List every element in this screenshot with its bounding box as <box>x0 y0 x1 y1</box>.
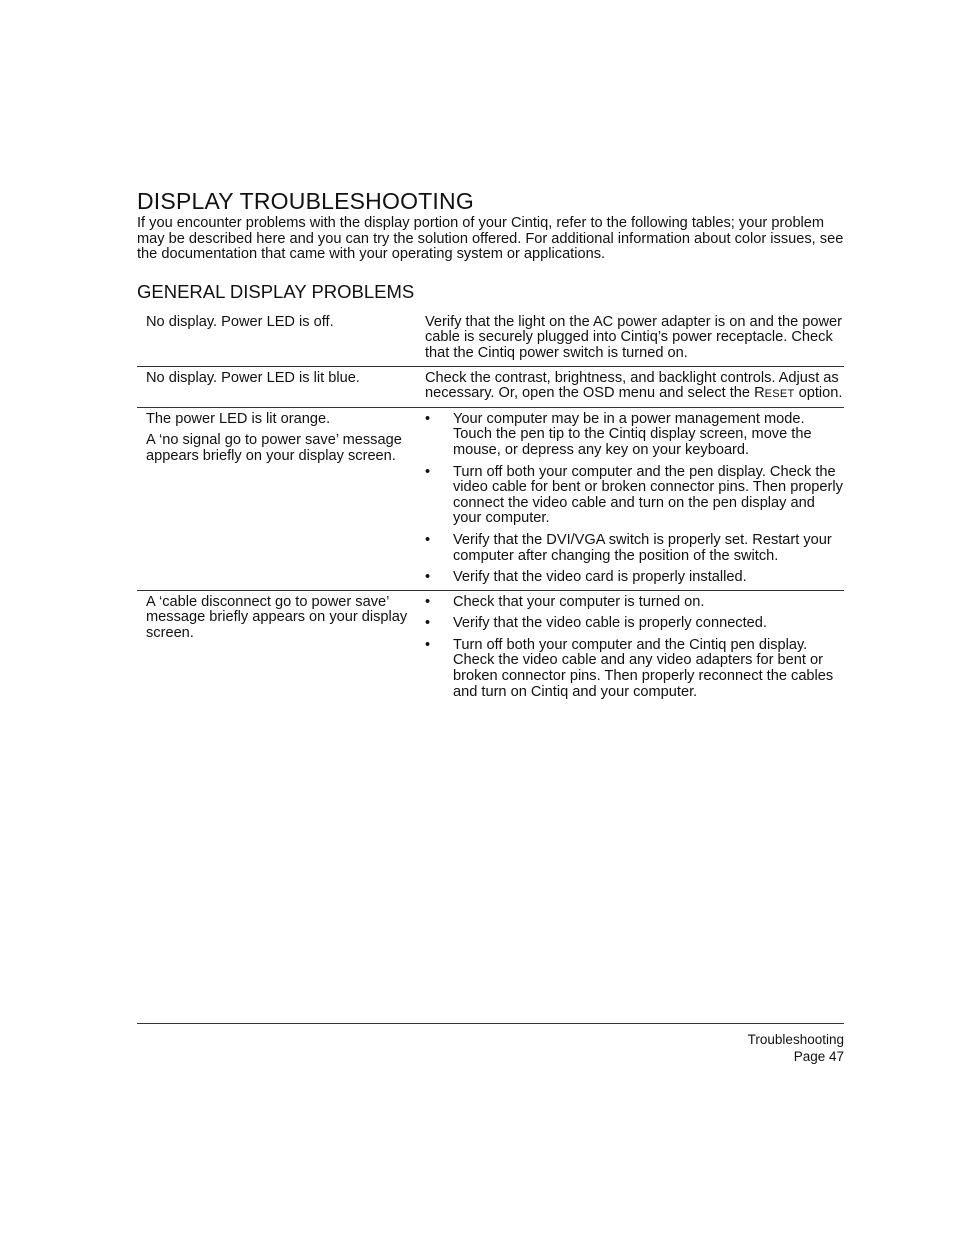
problems-table <box>137 311 844 704</box>
solution-list <box>425 595 844 701</box>
solution-text-after: option. <box>794 385 843 402</box>
page-footer <box>748 1031 844 1065</box>
list-item <box>425 616 844 632</box>
solution-cell <box>421 366 844 407</box>
solution-list <box>425 412 844 586</box>
bullet-icon: • <box>425 636 431 653</box>
bullet-icon: • <box>425 569 431 586</box>
list-item-text: Verify that the video card is properly installed. <box>453 569 747 586</box>
reset-option-rest: ESET <box>764 388 795 401</box>
list-item-text: Verify that the video cable is properly connected. <box>453 615 767 632</box>
problem-cell <box>137 366 421 407</box>
table-row <box>137 590 844 704</box>
solution-cell <box>421 590 844 704</box>
problem-text: No display. Power LED is lit blue. <box>146 369 360 386</box>
problem-text: A ‘cable disconnect go to power save’ message briefly appears on your display screen. <box>146 593 408 641</box>
list-item <box>425 595 844 611</box>
page-content <box>137 186 844 704</box>
footer-chapter: Troubleshooting <box>747 1032 844 1047</box>
list-item-text: Check that your computer is turned on. <box>453 593 705 610</box>
list-item <box>425 412 844 459</box>
problem-text: A ‘no signal go to power save’ message appears briefly on your display screen. <box>146 432 402 464</box>
bullet-icon: • <box>425 463 431 480</box>
bullet-icon: • <box>425 615 431 632</box>
solution-text <box>425 371 844 403</box>
bullet-icon: • <box>425 410 431 427</box>
list-item-text: Your computer may be in a power management mode. Touch the pen tip to the Cintiq display screen, move the mouse, or depress any key on your keyboard. <box>453 410 812 458</box>
list-item <box>425 533 844 564</box>
list-item-text: Turn off both your computer and the Cintiq pen display. Check the video cable and any video adapters for bent or broken connector pins. Then properly reconnect the cables and turn on Cintiq and your computer. <box>453 636 834 700</box>
section-title: DISPLAY TROUBLESHOOTING <box>137 188 474 214</box>
problem-text: The power LED is lit orange. <box>146 410 331 427</box>
solution-cell <box>421 407 844 590</box>
solution-text: Verify that the light on the AC power adapter is on and the power cable is securely plugged into Cintiq’s power receptacle. Check that the Cintiq power switch is turned on. <box>425 313 842 361</box>
problem-text: No display. Power LED is off. <box>146 313 334 330</box>
solution-cell <box>421 311 844 366</box>
subsection-title: GENERAL DISPLAY PROBLEMS <box>137 280 415 302</box>
reset-option-initial: R <box>754 385 765 402</box>
footer-divider <box>137 1023 844 1024</box>
solution-text-before: Check the contrast, brightness, and backlight controls. Adjust as necessary. Or, open the OSD menu and select the <box>425 369 839 402</box>
list-item <box>425 638 844 700</box>
problem-cell <box>137 407 421 590</box>
section-intro: If you encounter problems with the display portion of your Cintiq, refer to the following tables; your problem may be described here and you can try the solution offered. For additional information about color issues, see the documentation that came with your operating system or applications. <box>137 215 844 263</box>
problem-cell <box>137 311 421 366</box>
footer-page-number: Page 47 <box>793 1049 844 1064</box>
table-row <box>137 366 844 407</box>
list-item <box>425 570 844 586</box>
list-item-text: Verify that the DVI/VGA switch is properly set. Restart your computer after changing the position of the switch. <box>453 531 832 564</box>
list-item-text: Turn off both your computer and the pen display. Check the video cable for bent or broken connector pins. Then properly connect the video cable and turn on the pen display and your computer. <box>453 463 843 527</box>
table-row <box>137 407 844 590</box>
problem-cell <box>137 590 421 704</box>
table-row <box>137 311 844 366</box>
bullet-icon: • <box>425 593 431 610</box>
bullet-icon: • <box>425 531 431 548</box>
list-item <box>425 465 844 527</box>
